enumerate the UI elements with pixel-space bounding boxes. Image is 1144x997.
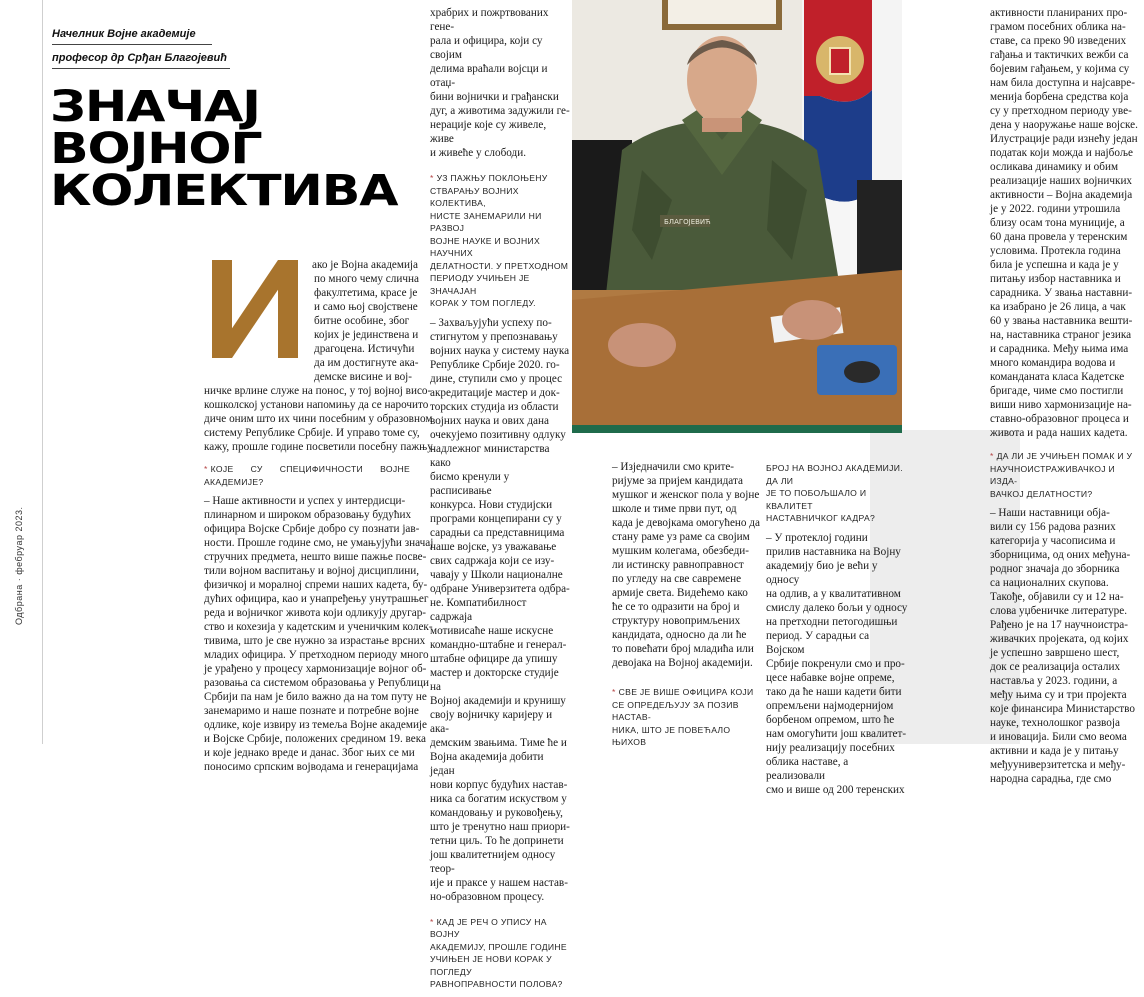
paragraph-5: активности планираних про- грамом посебних облика на- ставе, са преко 90 изведених гађања и тактичких вежби са бојевим гађањем, у којима су нам била доступна и најсавре- менија борбена средства која су у претходном периоду уве- дена у наоружање наше војске. Илустрације ради изнећу један податак који можда и најбоље осликава динамику и обим реализације наших војничких активности – Војна академија је у 2022. години утрошила близу осам тона муниције, а 60 дана провела у теренским условима. Протекла година била је успешна и када је у питању избор наставника и сарадника. У звања наставни- ка изабрано је 26 лица, а чак 60 у звања наставника вешти- на, наставника страног језика и сарадника. Међу њима има много командира водова и команданата класа Кадетске бригаде, чиме смо постигли виши ниво хармонизације на- ставно-образовног процеса и живота и рада наших кадета. xyxy=(990,7,1138,439)
intro-line: да им достигнуте ака- xyxy=(314,357,419,369)
pull-quote-1: * УЗ ПАЖЊУ ПОКЛОЊЕНУ СТВАРАЊУ ВОЈНИХ КОЛЕКТИВА, НИСТЕ ЗАНЕМАРИЛИ НИ РАЗВОЈ ВОЈНЕ НАУКЕ И ВОЈНИХ НАУЧНИХ ДЕЛАТНОСТИ. У ПРЕТХОДНОМ ПЕРИОДУ УЧИЊЕН ЈЕ ЗНАЧАЈАН КОРАК У ТОМ ПОГЛЕДУ. xyxy=(430,173,569,308)
page-footer-sidebar: Одбрана · фебруар 2023. xyxy=(14,506,24,625)
answer-1: – Наше активности и успех у интердисци- плинарном и широком образовању будућих официра Војске Србије добро су познати јав- ности. Прошле године смо, не умањујући значај стручних предмета, нешто више пажње посве- тили војном васпитању и војној дисциплини, физичкој и моралној спреми наших кадета, бу- дућих официра, као и унапређењу унутрашњег реда и војничког живота који одликују другар- ство и кохезија у кадетским и ученичким колек- тивима, што је све нужно за израстање врсних младих официра. У претходном периоду много је урађено у процесу хармонизације војног об- разовања са системом образовања у Републици Србији па нам је било важно да на том путу не занемаримо и наше познате и потребне војне одлике, које извиру из темеља Војне академије и Војске Србије, положених средином 19. века и које једнако вреде и данас. Због њих се ми поносимо српским војводама и генерацијама xyxy=(204,495,434,773)
byline-rule-2 xyxy=(52,68,230,69)
question-3-continued: БРОЈ НА ВОЈНОЈ АКАДЕМИЈИ. ДА ЛИ ЈЕ ТО ПОБОЉШАЛО И КВАЛИТЕТ НАСТАВНИЧКОГ КАДРА? xyxy=(766,463,903,523)
column-3 xyxy=(612,460,760,755)
intro-line: којих је јединствена и xyxy=(314,329,419,341)
question-1: * КОЈЕ СУ СПЕЦИФИЧНОСТИ ВОЈНЕ АКАДЕМИЈЕ? xyxy=(204,464,410,487)
intro-line: драгоцена. Истичући xyxy=(314,343,415,355)
paragraph-1: храбрих и пожртвованих гене- рала и официра, који су својим делима враћали војсци и отаџ- бини војнички и грађански дуг, а животима задужили ге- нерације које су живеле, живе и живеће у слободи. xyxy=(430,7,570,159)
star-icon: * xyxy=(990,451,994,461)
intro-first-line: ако је Војна академија xyxy=(312,259,419,271)
portrait-illustration xyxy=(572,0,902,425)
byline-name: професор др Срђан Благојевић xyxy=(52,52,227,64)
column-4 xyxy=(766,460,908,797)
headline-line-1: ЗНАЧАЈ xyxy=(50,82,260,132)
intro-line: демске висине и вој- xyxy=(314,371,413,383)
portrait-photo xyxy=(572,0,902,425)
uniform-nametag: БЛАГОЈЕВИЋ xyxy=(664,218,711,226)
intro-line: факултетима, красе је xyxy=(314,287,418,299)
computer-mouse-icon xyxy=(844,361,880,383)
star-icon: * xyxy=(430,916,434,927)
star-icon: * xyxy=(612,687,616,697)
column-5 xyxy=(990,6,1140,786)
star-icon: * xyxy=(430,173,434,183)
intro-wrap xyxy=(314,272,419,384)
intro-line: по много чему слична xyxy=(314,273,419,285)
intro-text xyxy=(312,258,419,272)
question-3: * СВЕ ЈЕ ВИШЕ ОФИЦИРА КОЈИ СЕ ОПРЕДЕЉУЈУ ЗА ПОЗИВ НАСТАВ- НИКА, ШТО ЈЕ ПОВЕЋАЛО ЊИХОВ xyxy=(612,687,754,747)
page-margin-rule xyxy=(28,0,43,744)
intro-continuation: ничке врлине служе на понос, у тој војној висо- кошколској установи напомињу да се нарочито диче оним што их чини посебним у образовном систему Републике Србије. И управо томе су, кажу, прошле године посветили посебну пажњу. xyxy=(204,385,435,453)
answer-4: – Наши наставници обја- вили су 156 радова разних категорија у часописима и зборницима, од оних међуна- родног значаја до зборника са националних скупова. Такође, објавили су и 12 на- слова уџбеничке литературе. Рађено је на 17 научноистра- живачких пројеката, од којих је успешно завршено шест, док се реализација осталих наставља у 2023. години, а међу њима су и три пројекта које финансира Министарство науке, технолошког развоја и иновација. Били смо веома активни и када је у питању међууниверзитетска и међу- народна сарадња, где смо xyxy=(990,507,1135,785)
byline-rule-1 xyxy=(52,44,212,45)
answer-2: – Изједначили смо крите- ријуме за пријем кандидата мушког и женског пола у војне школе и тиме први пут, од када је девојкама омогућено да стану раме уз раме са својим мушким колегама, обезбеди- ли истинску равноправност по угледу на све савремене армије света. Видећемо како ће се то одразити на број и структуру новопримљених кандидата, односно да ли ће то повећати број младића или девојака на Војној академији. xyxy=(612,461,760,669)
answer-3: – У протеклој години прилив наставника на Војну академију био је већи у односу на одлив, а у квалитативном смислу далеко бољи у односу на претходни петогодишњи период. У сарадњи са Војском Србије покренули смо и про- цесе набавке војне опреме, тако да ће наши кадети бити опремљени најмодернијом борбеном опремом, што ће нам омогућити још квалитет- нију реализацију посебних облика наставе, а реализовали смо и више од 200 теренских xyxy=(766,531,908,796)
question-4: * ДА ЛИ ЈЕ УЧИЊЕН ПОМАК И У НАУЧНОИСТРАЖИВАЧКОЈ И ИЗДА- ВАЧКОЈ ДЕЛАТНОСТИ? xyxy=(990,451,1133,499)
column-1 xyxy=(42,258,435,774)
paragraph-2: – Захваљујући успеху по- стигнутом у препознавању војних наука у систему наука Републике Србије 2020. го- дине, ступили смо у процес акредитације мастер и док- торских студија из области војних наука и ових дана очекујемо позитивну одлуку надлежног министарства како бисмо кренули у расписивање конкурса. Нови студијски програми концепирани су у сарадњи са представницима наше војске, уз уважавање свих садржаја који се изу- чавају у Школи националне одбране Универзитета одбра- не. Компатибилност садржаја мотивисаће наше искусне командно-штабне и генерал- штабне официре да упишу мастер и докторске студије на Војној академији и крунишу своју војничку каријеру и ака- демским звањима. Тиме ће и Војна академија добити један нови корпус будућих настав- ника са богатим искуством у командовању и руковођењу, што је тренутно наш приори- тетни циљ. То ће допринети још квалитетнијем односу теор- ије и праксе у нашем настав- но-образовном процесу. xyxy=(430,316,570,903)
headline-line-2: ВОЈНОГ xyxy=(50,124,262,174)
column-2 xyxy=(430,6,570,997)
intro-line: битне особине, због xyxy=(314,315,410,327)
question-2: * КАД ЈЕ РЕЧ О УПИСУ НА ВОЈНУ АКАДЕМИЈУ, ПРОШЛЕ ГОДИНЕ УЧИЊЕН ЈЕ НОВИ КОРАК У ПОГЛЕДУ РАВНОПРАВНОСТИ ПОЛОВА? xyxy=(430,916,567,989)
headline-line-3: КОЛЕКТИВА xyxy=(50,166,398,216)
star-icon: * xyxy=(204,464,208,474)
byline-position: Начелник Војне академије xyxy=(52,28,196,40)
intro-line: и само њој својствене xyxy=(314,301,418,313)
photo-bottom-bar xyxy=(572,425,902,433)
